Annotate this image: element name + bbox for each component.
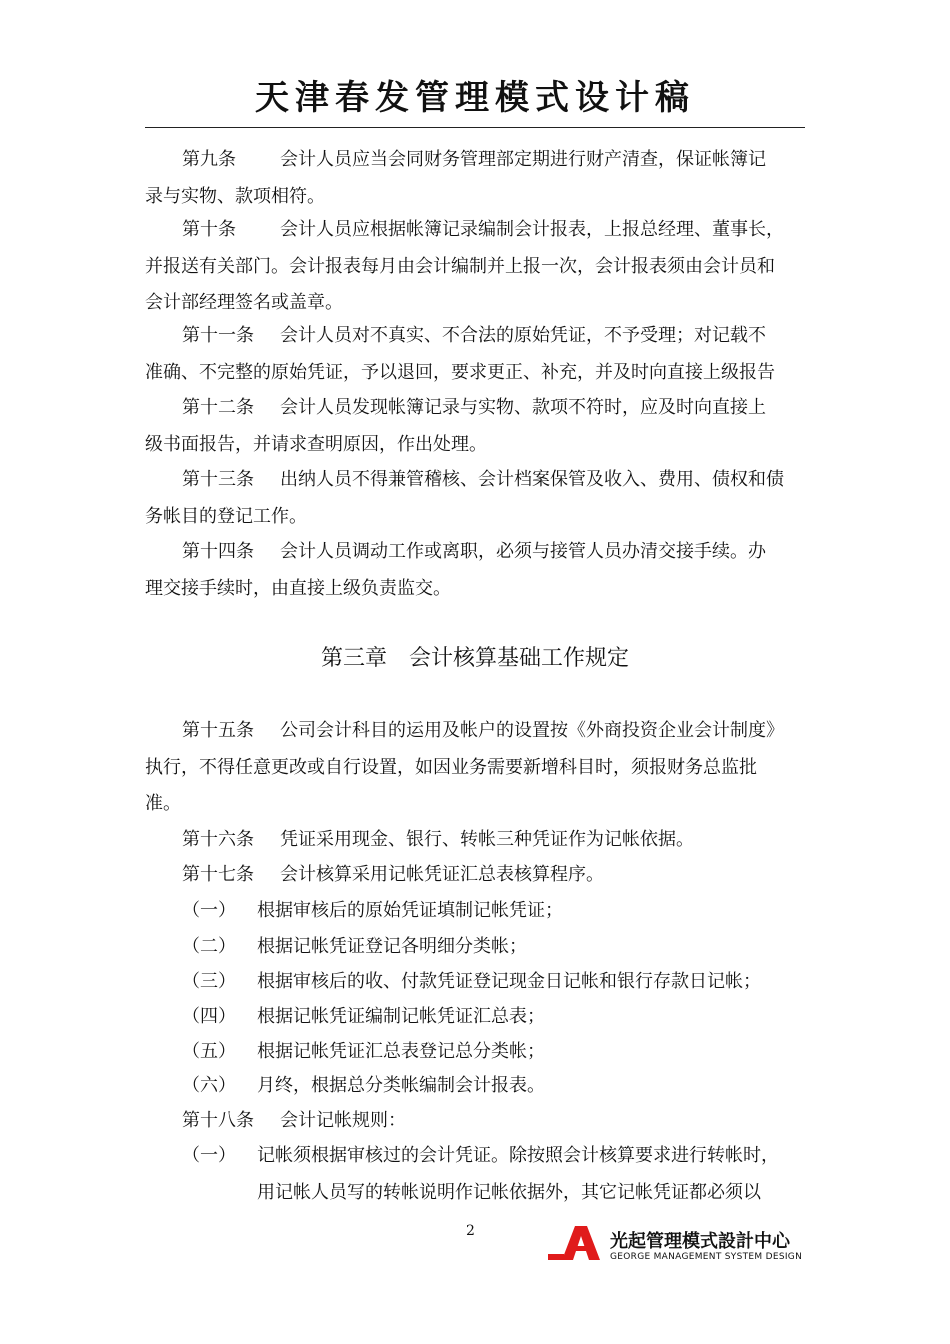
page-number: 2 bbox=[466, 1223, 475, 1239]
item-text: 月终，根据总分类帐编制会计报表。 bbox=[257, 1075, 545, 1096]
article-label: 第十一条 bbox=[182, 325, 254, 346]
procedure-item-6 bbox=[182, 1068, 822, 1105]
article-text: 公司会计科目的运用及帐户的设置按《外商投资企业会计制度》 bbox=[280, 720, 784, 741]
article-10 bbox=[145, 212, 807, 322]
item-text-cont: 用记帐人员写的转帐说明作记帐依据外，其它记帐凭证都必须以 bbox=[257, 1181, 761, 1203]
header-divider bbox=[145, 127, 805, 128]
item-text: 根据记帐凭证登记各明细分类帐； bbox=[257, 936, 527, 957]
page-header-title: 天津春发管理模式设计稿 bbox=[255, 78, 695, 118]
article-label: 第十八条 bbox=[182, 1110, 254, 1131]
article-text: 出纳人员不得兼管稽核、会计档案保管及收入、费用、债权和债 bbox=[280, 469, 784, 490]
rule-item-1 bbox=[182, 1138, 822, 1211]
item-number: （四） bbox=[182, 1006, 236, 1027]
procedure-item-2 bbox=[182, 929, 822, 966]
item-number: （三） bbox=[182, 971, 236, 992]
item-number: （二） bbox=[182, 936, 236, 957]
article-label: 第十七条 bbox=[182, 864, 254, 885]
article-text-cont: 录与实物、款项相符。 bbox=[145, 185, 325, 207]
article-14 bbox=[145, 534, 807, 607]
logo-name: 光起管理模式設計中心 bbox=[610, 1231, 790, 1252]
article-11 bbox=[145, 318, 807, 391]
chapter-title: 第三章 会计核算基础工作规定 bbox=[320, 646, 629, 671]
article-text: 会计记帐规则： bbox=[280, 1110, 406, 1131]
item-number: （一） bbox=[182, 1145, 236, 1166]
procedure-item-3 bbox=[182, 964, 822, 1001]
footer-logo bbox=[548, 1224, 818, 1268]
procedure-item-1 bbox=[182, 893, 822, 930]
article-label: 第十五条 bbox=[182, 720, 254, 741]
article-text-cont: 理交接手续时，由直接上级负责监交。 bbox=[145, 577, 451, 599]
article-label: 第十三条 bbox=[182, 469, 254, 490]
article-text-cont: 会计部经理签名或盖章。 bbox=[145, 292, 343, 313]
article-text: 会计人员发现帐簿记录与实物、款项不符时，应及时向直接上 bbox=[280, 397, 766, 418]
article-label: 第十四条 bbox=[182, 541, 254, 562]
item-number: （五） bbox=[182, 1041, 236, 1062]
item-text: 根据记帐凭证汇总表登记总分类帐； bbox=[257, 1041, 545, 1062]
item-text: 记帐须根据审核过的会计凭证。除按照会计核算要求进行转帐时， bbox=[257, 1145, 779, 1166]
procedure-item-5 bbox=[182, 1034, 822, 1071]
item-number: （六） bbox=[182, 1075, 236, 1096]
article-text-cont: 准。 bbox=[145, 793, 181, 814]
article-18 bbox=[145, 1103, 807, 1140]
article-17 bbox=[145, 857, 807, 894]
article-text-cont: 并报送有关部门。会计报表每月由会计编制并上报一次，会计报表须由会计员和 bbox=[145, 255, 775, 277]
article-label: 第十六条 bbox=[182, 829, 254, 850]
item-number: （一） bbox=[182, 900, 236, 921]
article-9 bbox=[145, 142, 807, 215]
article-label: 第十二条 bbox=[182, 397, 254, 418]
article-text-cont: 级书面报告，并请求查明原因，作出处理。 bbox=[145, 433, 487, 455]
article-15 bbox=[145, 713, 807, 823]
article-label: 第九条 bbox=[182, 149, 236, 170]
article-12 bbox=[145, 390, 807, 463]
article-text-cont: 务帐目的登记工作。 bbox=[145, 505, 307, 527]
logo-a-mark-icon bbox=[548, 1224, 608, 1264]
article-text-cont: 执行，不得任意更改或自行设置，如因业务需要新增科目时，须报财务总监批 bbox=[145, 756, 757, 778]
article-text-cont: 准确、不完整的原始凭证，予以退回，要求更正、补充，并及时向直接上级报告 bbox=[145, 361, 775, 383]
item-text: 根据记帐凭证编制记帐凭证汇总表； bbox=[257, 1006, 545, 1027]
article-text: 会计核算采用记帐凭证汇总表核算程序。 bbox=[280, 864, 604, 885]
article-text: 凭证采用现金、银行、转帐三种凭证作为记帐依据。 bbox=[280, 829, 694, 850]
item-text: 根据审核后的收、付款凭证登记现金日记帐和银行存款日记帐； bbox=[257, 971, 761, 992]
article-text: 会计人员应当会同财务管理部定期进行财产清查，保证帐簿记 bbox=[280, 149, 766, 170]
article-label: 第十条 bbox=[182, 219, 236, 240]
article-16 bbox=[145, 822, 807, 859]
article-text: 会计人员调动工作或离职，必须与接管人员办清交接手续。办 bbox=[280, 541, 766, 562]
article-13 bbox=[145, 462, 807, 535]
logo-english-name: GEORGE MANAGEMENT SYSTEM DESIGN bbox=[610, 1252, 803, 1262]
article-text: 会计人员对不真实、不合法的原始凭证，不予受理；对记载不 bbox=[280, 325, 766, 346]
item-text: 根据审核后的原始凭证填制记帐凭证； bbox=[257, 900, 563, 921]
article-text: 会计人员应根据帐簿记录编制会计报表，上报总经理、董事长， bbox=[280, 219, 784, 240]
procedure-item-4 bbox=[182, 999, 822, 1036]
